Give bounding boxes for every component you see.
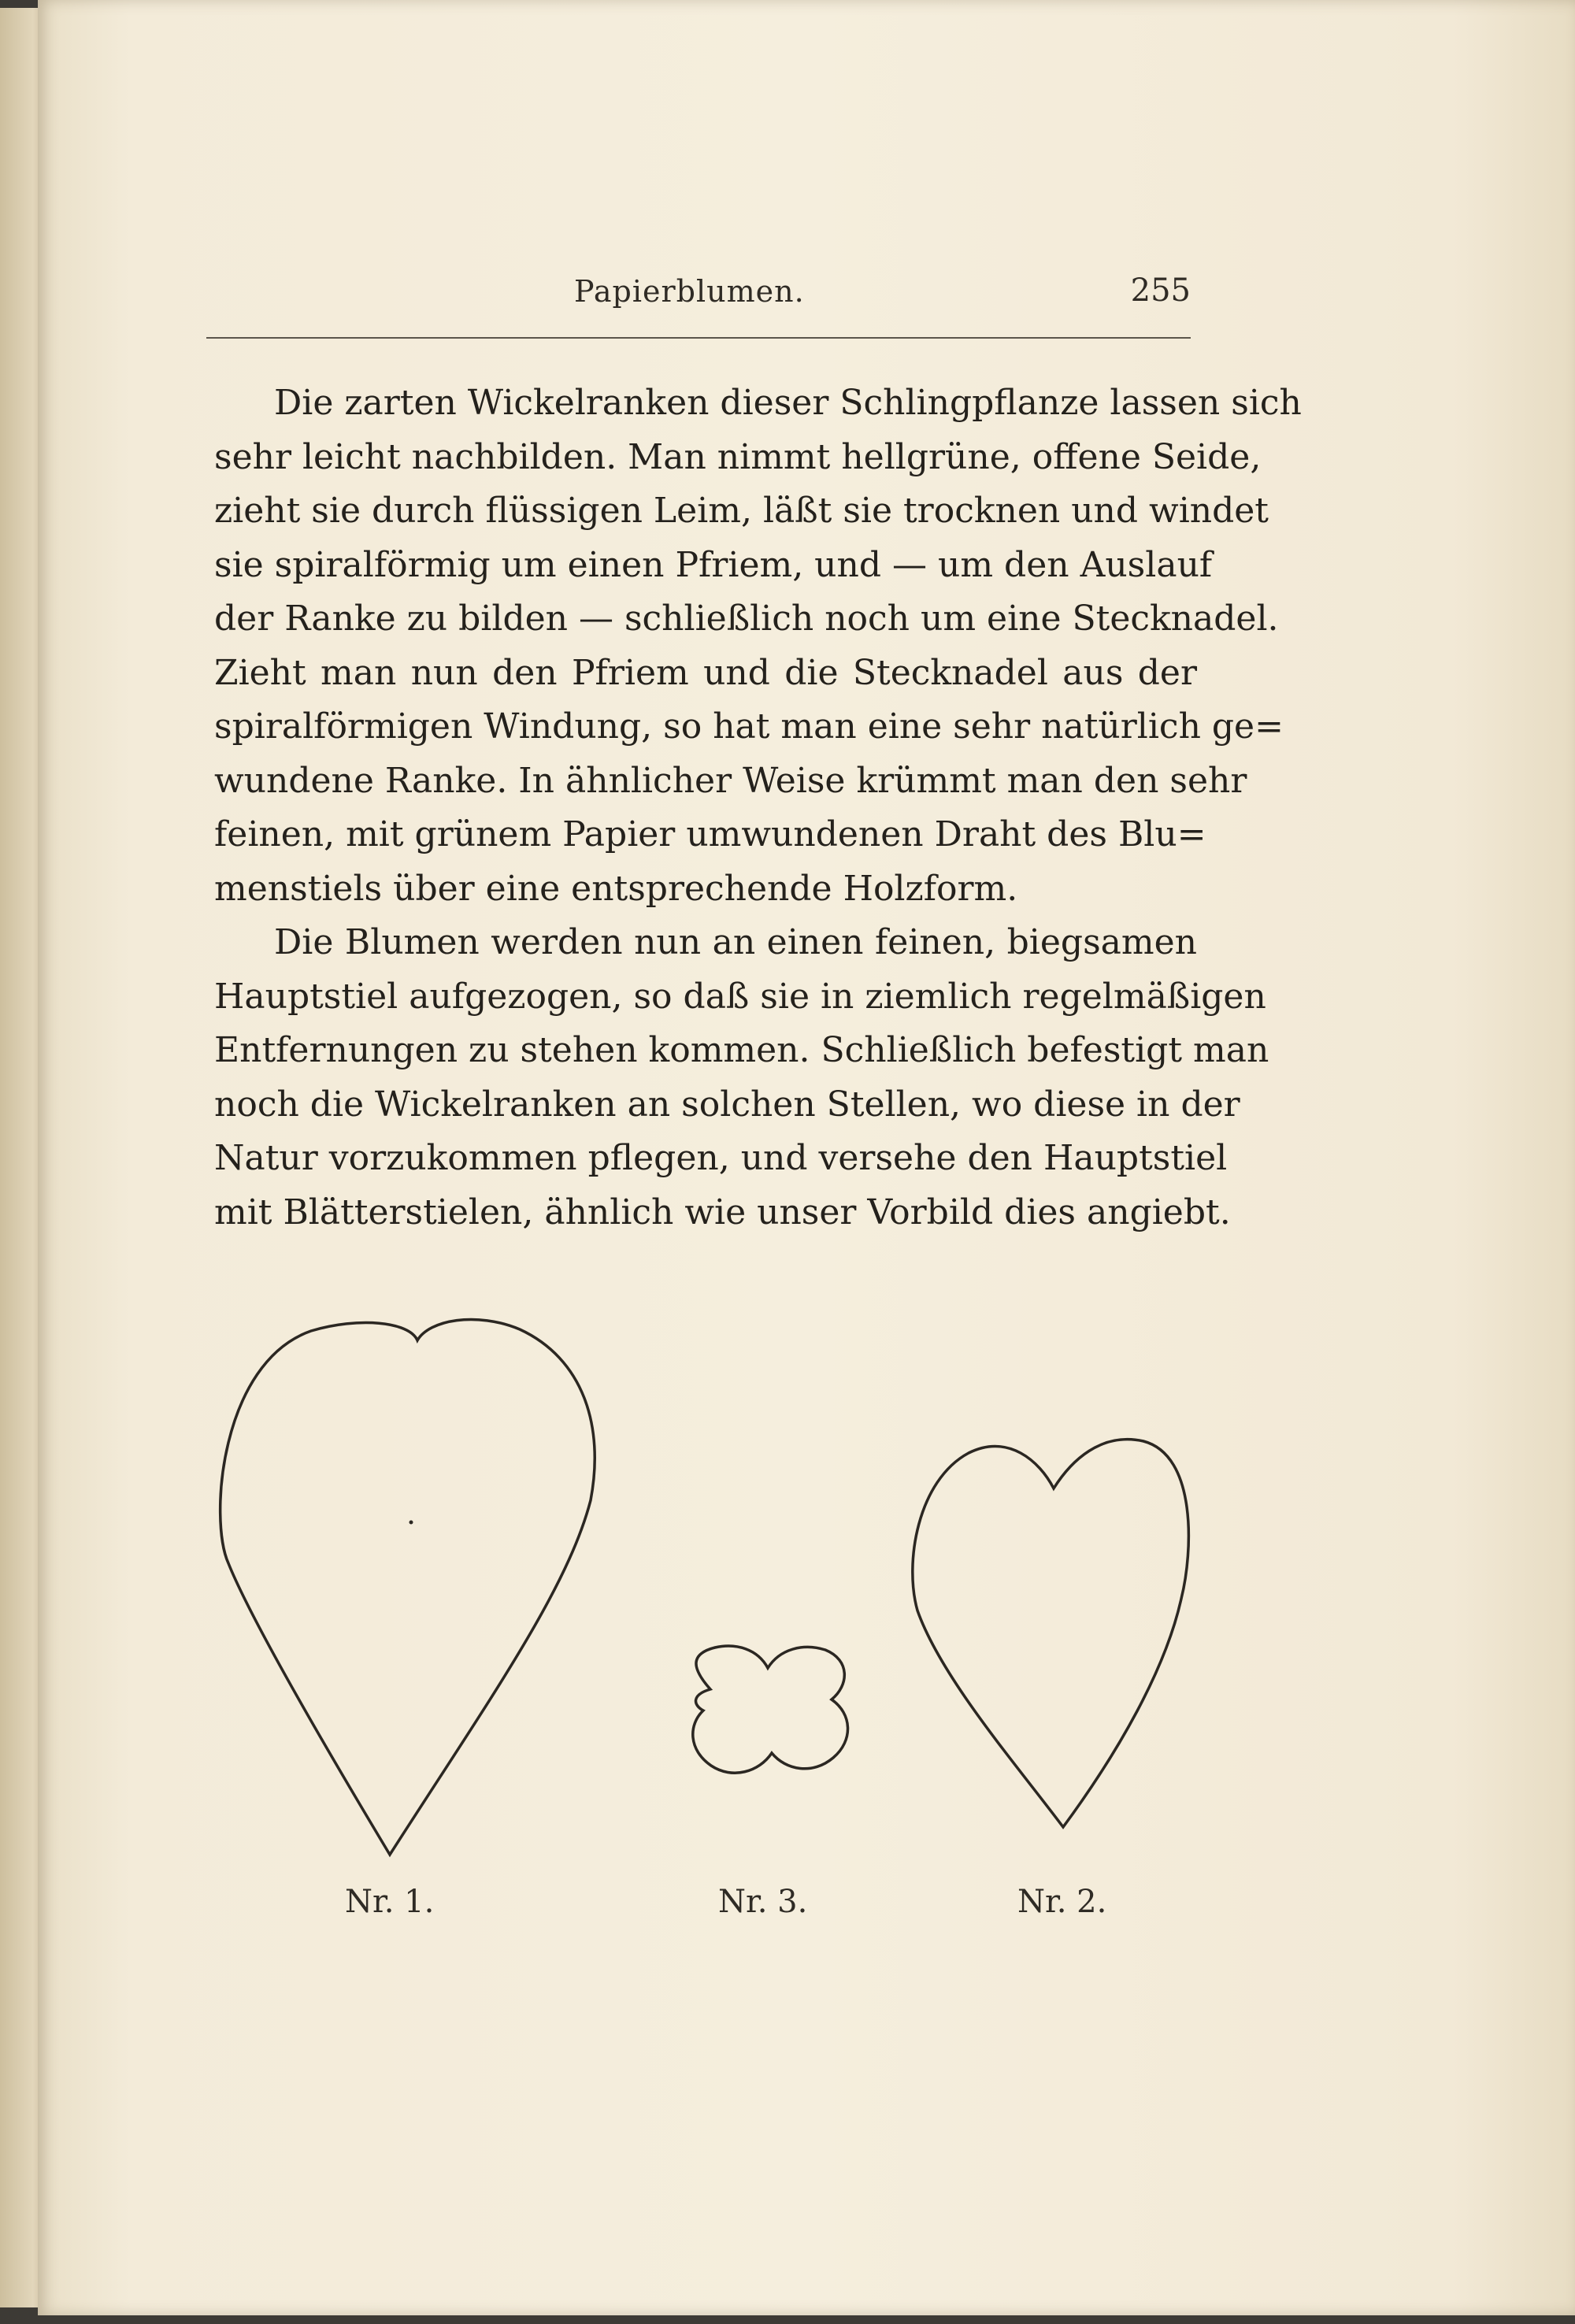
text-line: zieht sie durch flüssigen Leim, läßt sie trocknen und windet <box>214 491 1269 531</box>
quatrefoil-petal-shape <box>693 1646 848 1773</box>
text-line: sehr leicht nachbilden. Man nimmt hellgrüne, offene Seide, <box>214 436 1262 477</box>
text-line: noch die Wickelranken an solchen Stellen, wo diese in der <box>214 1084 1240 1125</box>
heart-petal-large-shape <box>220 1319 595 1855</box>
running-title: Papierblumen. <box>574 274 805 309</box>
text-line: wundene Ranke. In ähnlicher Weise krümmt man den sehr <box>214 760 1247 801</box>
figure-caption-nr2: Nr. 2. <box>1017 1884 1107 1920</box>
text-line: mit Blätterstielen, ähnlich wie unser Vorbild dies angiebt. <box>214 1192 1231 1232</box>
text-line: sie spiralförmig um einen Pfriem, und — um den Auslauf <box>214 544 1213 585</box>
text-line: Die Blumen werden nun an einen feinen, biegsamen <box>274 922 1197 962</box>
text-line: Entfernungen zu stehen kommen. Schließlich befestigt man <box>214 1030 1269 1070</box>
text-line: der Ranke zu bilden — schließlich noch um eine Stecknadel. <box>214 599 1279 639</box>
text-line: spiralförmigen Windung, so hat man eine sehr natürlich ge= <box>214 706 1284 747</box>
page-number: 255 <box>1130 272 1191 309</box>
pin-mark <box>410 1521 413 1525</box>
text-line: Natur vorzukommen pflegen, und versehe den Hauptstiel <box>214 1138 1228 1178</box>
text-line: Zieht man nun den Pfriem und die Stecknadel aus der <box>214 652 1197 693</box>
text-line: Hauptstiel aufgezogen, so daß sie in ziemlich regelmäßigen <box>214 976 1266 1017</box>
figure-caption-nr3: Nr. 3. <box>718 1884 808 1920</box>
text-line: menstiels über eine entsprechende Holzform. <box>214 868 1018 909</box>
text-line: Die zarten Wickelranken dieser Schlingpflanze lassen sich <box>274 383 1302 423</box>
figure-caption-nr1: Nr. 1. <box>345 1884 435 1920</box>
heart-petal-small-shape <box>913 1440 1189 1827</box>
text-line: feinen, mit grünem Papier umwundenen Draht des Blu= <box>214 814 1206 854</box>
